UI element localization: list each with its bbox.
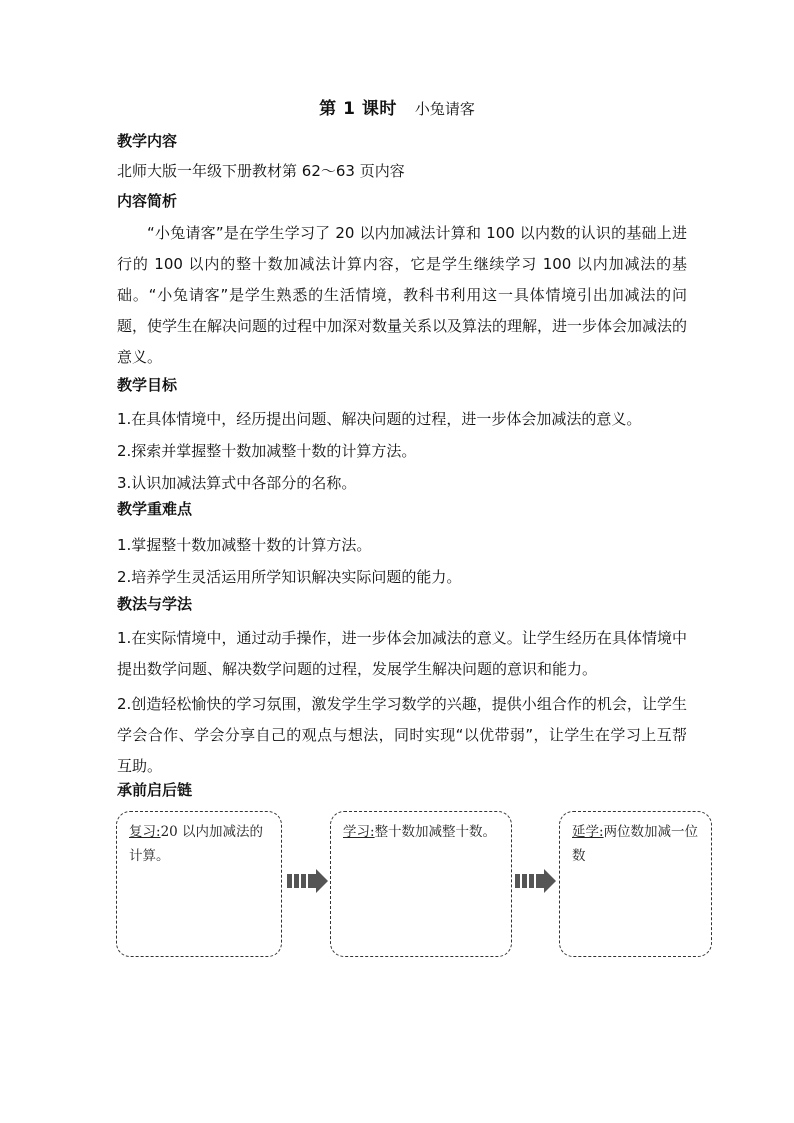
list-item: 1.掌握整十数加减整十数的计算方法。 xyxy=(117,536,372,554)
section-paragraph: “小兔请客”是在学生学习了 20 以内加减法计算和 100 以内数的认识的基础上进行的 100 以内的整十数加减法计算内容，它是学生继续学习 100 以内加减法的基础。“小兔请客”是学生熟悉的生活情境，教科书利用这一具体情境引出加减法的问题，使学生在解决问题的过程中加深对数量关系以及算法的理解，进一步体会加减法的意义。 xyxy=(117,224,688,366)
section-heading: 教学目标 xyxy=(117,376,178,394)
box-label: 延学: xyxy=(572,824,604,840)
list-item: 2.培养学生灵活运用所学知识解决实际问题的能力。 xyxy=(117,568,462,586)
section-goals xyxy=(117,374,687,494)
section-sequence xyxy=(117,779,687,801)
section-heading: 教学重难点 xyxy=(117,500,193,518)
list-item: 2.创造轻松愉快的学习氛围，激发学生学习数学的兴趣，提供小组合作的机会，让学生学会合作、学会分享自己的观点与想法，同时实现“以优带弱”，让学生在学习上互帮互助。 xyxy=(117,695,687,775)
arrow-right-icon xyxy=(515,869,557,893)
list-item: 1.在具体情境中，经历提出问题、解决问题的过程，进一步体会加减法的意义。 xyxy=(117,410,642,428)
list-item: 2.探索并掌握整十数加减整十数的计算方法。 xyxy=(117,442,417,460)
section-heading: 教法与学法 xyxy=(117,595,193,613)
box-label: 复习: xyxy=(129,824,161,840)
box-text: 20 以内加减法的计算。 xyxy=(129,824,264,864)
page-title xyxy=(0,97,794,121)
list-item: 1.在实际情境中，通过动手操作，进一步体会加减法的意义。让学生经历在具体情境中提出数学问题、解决数学问题的过程，发展学生解决问题的意识和能力。 xyxy=(117,629,687,678)
section-text: 北师大版一年级下册教材第 62～63 页内容 xyxy=(117,162,405,180)
section-methods xyxy=(117,593,687,782)
section-content xyxy=(117,130,687,182)
box-label: 学习: xyxy=(343,824,375,840)
arrow-right-icon xyxy=(287,869,329,893)
section-heading: 教学内容 xyxy=(117,132,178,150)
box-text: 整十数加减整十数。 xyxy=(374,824,497,840)
lesson-number: 第 1 课时 xyxy=(319,99,397,119)
learn-box xyxy=(330,811,512,957)
section-heading: 内容简析 xyxy=(117,192,178,210)
section-summary xyxy=(117,190,687,373)
lesson-name: 小兔请客 xyxy=(414,100,475,118)
section-heading: 承前启后链 xyxy=(117,781,193,799)
extend-box xyxy=(559,811,712,957)
list-item: 3.认识加减法算式中各部分的名称。 xyxy=(117,474,357,492)
box-text: 两位数加减一位数 xyxy=(572,824,699,864)
review-box xyxy=(116,811,282,957)
section-keypoints xyxy=(117,498,687,588)
